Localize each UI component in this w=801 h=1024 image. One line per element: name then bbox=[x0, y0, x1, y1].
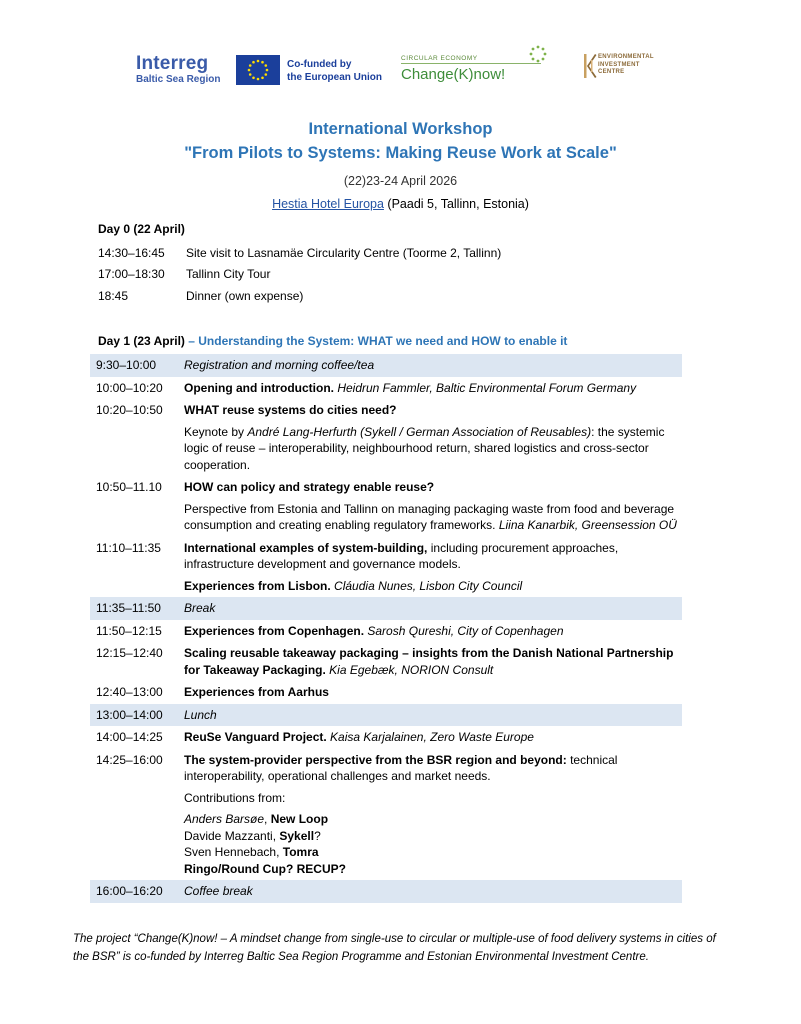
kik-logo-icon bbox=[583, 52, 597, 85]
circular-ring-icon bbox=[529, 45, 547, 68]
venue-link[interactable]: Hestia Hotel Europa bbox=[272, 197, 384, 211]
session-title: ReuSe Vanguard Project. bbox=[184, 730, 327, 744]
schedule-time: 16:00–16:20 bbox=[90, 880, 184, 903]
schedule-text: Lunch bbox=[184, 704, 682, 727]
eu-cofunded-text bbox=[287, 58, 382, 84]
day0-heading: Day 0 (22 April) bbox=[98, 222, 185, 236]
schedule-row bbox=[90, 399, 682, 422]
schedule-time-empty bbox=[90, 809, 184, 880]
speaker: Cláudia Nunes, Lisbon City Council bbox=[330, 578, 523, 593]
schedule-row bbox=[90, 880, 682, 903]
contributor bbox=[184, 844, 678, 861]
interreg-logo-subtitle: Baltic Sea Region bbox=[136, 74, 221, 85]
schedule-time: 10:20–10:50 bbox=[96, 403, 163, 417]
schedule-row bbox=[90, 681, 682, 704]
session-title: WHAT reuse systems do cities need? bbox=[184, 403, 397, 417]
workshop-dates: (22)23-24 April 2026 bbox=[343, 174, 458, 188]
contributor-org: Sykell bbox=[279, 828, 315, 843]
session-title: Experiences from Aarhus bbox=[184, 685, 329, 699]
changeknow-logo bbox=[401, 55, 546, 83]
contributor-name: Anders Barsøe bbox=[184, 812, 265, 826]
day0-item-time: 14:30–16:45 bbox=[98, 246, 165, 260]
schedule-row bbox=[90, 537, 682, 576]
schedule-time-empty bbox=[90, 788, 184, 810]
schedule-time: 12:40–13:00 bbox=[96, 685, 163, 699]
kik-logo-text bbox=[598, 54, 654, 77]
schedule-text bbox=[184, 749, 682, 788]
workshop-title: International Workshop bbox=[308, 120, 493, 138]
contributions-label: Contributions from: bbox=[184, 790, 286, 805]
session-title: HOW can policy and strategy enable reuse? bbox=[184, 480, 435, 494]
changeknow-logo-tagline: CIRCULAR ECONOMY bbox=[401, 55, 541, 64]
schedule-row bbox=[90, 704, 682, 727]
schedule-row bbox=[90, 726, 682, 749]
session-title: The system-provider perspective from the BSR region and beyond: bbox=[184, 752, 567, 767]
schedule-time-empty bbox=[90, 422, 184, 477]
workshop-subtitle: "From Pilots to Systems: Making Reuse Work at Scale" bbox=[184, 144, 617, 162]
logo-bar bbox=[0, 40, 801, 90]
schedule-subrow bbox=[90, 499, 682, 537]
contributors-list bbox=[184, 809, 682, 880]
contributor-sep: , bbox=[264, 812, 271, 826]
schedule-time: 11:50–12:15 bbox=[96, 623, 162, 638]
session-title: International examples of system-building, bbox=[184, 540, 428, 555]
session-title: Experiences from Copenhagen. bbox=[184, 623, 365, 638]
contributor-name: Sven Hennebach, bbox=[184, 845, 283, 859]
changeknow-logo-name: Change(K)now! bbox=[401, 66, 506, 83]
schedule-text bbox=[184, 726, 682, 749]
interreg-logo-title: Interreg bbox=[136, 53, 209, 74]
speaker: Sarosh Qureshi, City of Copenhagen bbox=[364, 623, 564, 638]
schedule-row bbox=[90, 597, 682, 620]
speaker: Liina Kanarbik, Greensession OÜ bbox=[498, 518, 677, 532]
eu-text-line1: Co-funded by bbox=[287, 59, 352, 70]
contributor bbox=[184, 828, 678, 845]
schedule-row bbox=[90, 377, 682, 400]
session-title: Opening and introduction. bbox=[184, 380, 334, 395]
schedule-time: 11:35–11:50 bbox=[90, 597, 184, 620]
schedule-row bbox=[90, 620, 682, 643]
day0-item-text: Dinner (own expense) bbox=[186, 289, 304, 303]
contributor-note: ? bbox=[314, 828, 321, 843]
contributor bbox=[184, 811, 678, 828]
kik-text-line2: INVESTMENT bbox=[598, 61, 640, 68]
schedule-row bbox=[90, 476, 682, 499]
desc-part: Perspective from Estonia and Tallinn on managing packaging waste from food and beverage consumption and creating enabling regulatory frameworks. bbox=[184, 501, 675, 532]
session-description bbox=[184, 576, 682, 598]
day1-heading-date: Day 1 (23 April) bbox=[98, 334, 185, 348]
session-title: Experiences from Lisbon. bbox=[184, 578, 331, 593]
schedule-row bbox=[90, 642, 682, 681]
day1-heading bbox=[98, 334, 567, 348]
schedule-subrow bbox=[90, 809, 682, 880]
funding-statement: The project “Change(K)now! – A mindset change from single-use to circular or multiple-use of food delivery systems in cities of the BSR” is co-funded by Interreg Baltic Sea Region Programme and Estonian Environmental Investment Centre. bbox=[73, 933, 716, 963]
schedule-subrow bbox=[90, 788, 682, 810]
schedule-time: 13:00–14:00 bbox=[90, 704, 184, 727]
schedule-time: 14:25–16:00 bbox=[96, 752, 163, 767]
schedule-row bbox=[90, 354, 682, 377]
day1-heading-theme: – Understanding the System: WHAT we need and HOW to enable it bbox=[184, 334, 568, 348]
speaker: Heidrun Fammler, Baltic Environmental Forum Germany bbox=[333, 380, 637, 395]
schedule-subrow bbox=[90, 576, 682, 598]
schedule-time: 11:10–11:35 bbox=[96, 540, 161, 555]
schedule-subrow bbox=[90, 422, 682, 477]
schedule-text: Registration and morning coffee/tea bbox=[184, 354, 682, 377]
desc-part: Keynote by bbox=[184, 424, 248, 439]
contributor bbox=[184, 861, 678, 878]
day1-schedule-table bbox=[90, 354, 682, 903]
eu-text-line2: the European Union bbox=[287, 72, 382, 83]
schedule-text bbox=[184, 642, 682, 681]
schedule-text: Break bbox=[184, 597, 682, 620]
contributor-org: Ringo/Round Cup? RECUP? bbox=[184, 861, 346, 876]
day0-item-text: Site visit to Lasnamäe Circularity Centre (Toorme 2, Tallinn) bbox=[186, 246, 502, 260]
speaker: André Lang-Herfurth (Sykell / German Association of Reusables) bbox=[247, 424, 592, 439]
schedule-text bbox=[184, 620, 682, 643]
session-description bbox=[184, 422, 682, 477]
schedule-time-empty bbox=[90, 576, 184, 598]
eu-flag-icon bbox=[236, 55, 280, 85]
schedule-time: 12:15–12:40 bbox=[96, 646, 163, 660]
session-description bbox=[184, 499, 682, 537]
schedule-text bbox=[184, 377, 682, 400]
kik-text-line1: ENVIRONMENTAL bbox=[598, 54, 654, 60]
kik-text-line3: CENTRE bbox=[598, 69, 625, 75]
schedule-text bbox=[184, 537, 682, 576]
schedule-text: Coffee break bbox=[184, 880, 682, 903]
desc-part: technical interoperability, operational challenges and market needs. bbox=[184, 752, 618, 783]
day0-item-time: 17:00–18:30 bbox=[98, 267, 165, 281]
speaker: Kia Egebæk, NORION Consult bbox=[325, 662, 494, 677]
contributor-org: New Loop bbox=[270, 812, 329, 826]
desc-part: including procurement approaches, infrastructure development and governance models. bbox=[184, 540, 619, 571]
schedule-time: 14:00–14:25 bbox=[96, 730, 163, 744]
schedule-time-empty bbox=[90, 499, 184, 537]
schedule-time: 9:30–10:00 bbox=[90, 354, 184, 377]
desc-part: : the systemic logic of reuse – interoperability, neighbourhood return, shared logistics and cross-sector cooperation. bbox=[184, 424, 665, 472]
schedule-time: 10:00–10:20 bbox=[96, 380, 163, 395]
day0-item-text: Tallinn City Tour bbox=[186, 267, 271, 281]
schedule-time: 10:50–11.10 bbox=[96, 480, 162, 494]
speaker: Kaisa Karjalainen, Zero Waste Europe bbox=[326, 730, 534, 744]
day0-item-time: 18:45 bbox=[98, 289, 129, 303]
session-title: Scaling reusable takeaway packaging – insights from the Danish National Partnership for Takeaway Packaging. bbox=[184, 646, 674, 677]
interreg-logo bbox=[136, 54, 220, 86]
venue-address: (Paadi 5, Tallinn, Estonia) bbox=[383, 197, 529, 211]
contributor-name: Davide Mazzanti, bbox=[184, 828, 280, 843]
workshop-venue bbox=[0, 197, 801, 211]
contributor-org: Tomra bbox=[282, 845, 319, 859]
schedule-row bbox=[90, 749, 682, 788]
